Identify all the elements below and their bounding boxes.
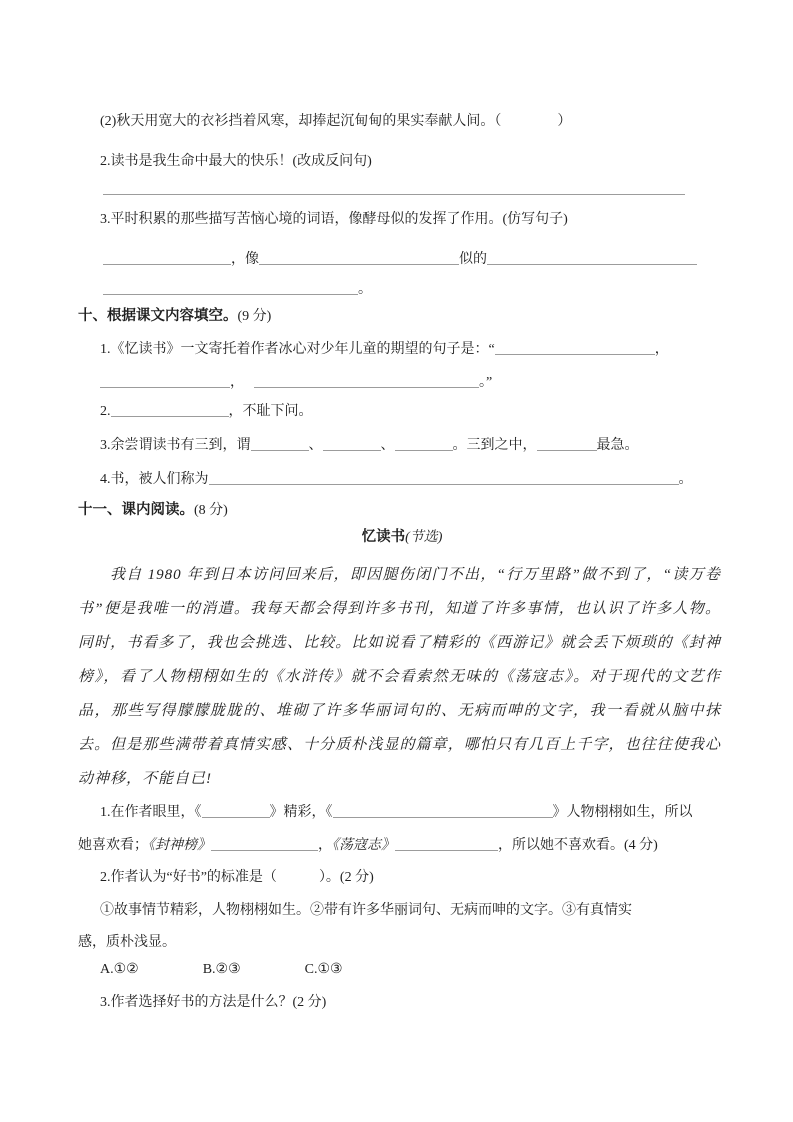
text-run: ，像 <box>231 252 259 267</box>
heading-text: 忆读书 <box>361 529 406 545</box>
s11-q1-line2 <box>78 836 726 856</box>
answer-blank <box>211 847 318 851</box>
text-run: ①故事情节精彩，人物栩栩如生。②带有许多华丽词句、无病而呻的文字。③有真情实 <box>100 903 632 918</box>
paren-gap <box>241 972 305 973</box>
q3-imitate-sentence <box>78 210 748 230</box>
answer-blank <box>395 447 453 451</box>
text-run: 2. <box>100 404 111 419</box>
text-run: 2.读书是我生命中最大的快乐！(改成反问句) <box>100 154 372 169</box>
text-run: 她喜欢看； <box>78 838 148 853</box>
s10-q2 <box>78 402 748 422</box>
text-run: 。三到之中， <box>452 438 537 453</box>
text-run: C.①③ <box>304 962 343 977</box>
heading-text: 十、根据课文内容填空。 <box>78 308 238 324</box>
answer-blank <box>100 384 230 388</box>
text-run: B.②③ <box>202 962 241 977</box>
answer-blank <box>537 447 597 451</box>
s11-q1-line1 <box>78 803 748 823</box>
text-run: 1.在作者眼里，《 <box>100 805 202 820</box>
s10-q3 <box>78 436 748 456</box>
answer-blank <box>395 847 498 851</box>
s10-q4 <box>78 470 748 490</box>
text-run: 。 <box>678 472 693 487</box>
text-run: ）。(2 分) <box>318 870 374 885</box>
kai-text: (节选) <box>405 530 443 545</box>
answer-blank <box>209 481 679 485</box>
answer-blank <box>103 191 685 195</box>
text-run: 最急。 <box>596 438 639 453</box>
s11-q2-options <box>78 960 748 980</box>
answer-blank <box>259 261 459 265</box>
paren-gap <box>501 124 557 125</box>
answer-blank <box>202 814 270 818</box>
text-run: (8 分) <box>194 503 228 518</box>
heading-text: 十一、课内阅读。 <box>78 502 194 518</box>
s10-q1-line1 <box>78 340 748 360</box>
text-run: ，所以她不喜欢看。(4 分) <box>498 838 658 853</box>
text-run: 、 <box>308 438 323 453</box>
text-run: ） <box>557 114 572 129</box>
s11-q3 <box>78 993 748 1013</box>
text-run: 》精彩，《 <box>269 805 333 820</box>
text-run: 》人物栩栩如生，所以 <box>552 805 693 820</box>
text-run: 3.作者选择好书的方法是什么？(2 分) <box>100 995 327 1010</box>
text-run: 3.余尝谓读书有三到，谓 <box>100 438 251 453</box>
text-run: (2)秋天用宽大的衣衫挡着风寒，却捧起沉甸甸的果实奉献人间。（ <box>100 114 502 129</box>
s10-q1-line2 <box>78 373 748 393</box>
text-run: A.①② <box>100 962 139 977</box>
text-run: 2.作者认为“好书”的标准是（ <box>100 870 277 885</box>
paren-gap <box>244 385 254 386</box>
paren-gap <box>277 880 319 881</box>
answer-blank <box>111 413 229 417</box>
q2-rewrite-sentence <box>78 152 748 172</box>
section-10-heading <box>78 306 726 326</box>
answer-blank <box>323 447 381 451</box>
answer-blank <box>103 291 358 295</box>
q2-answer-rule <box>78 180 751 200</box>
kai-text: 《荡寇志》 <box>332 838 395 853</box>
text-run: ，不耻下问。 <box>228 404 313 419</box>
text-run: 。 <box>358 282 372 297</box>
text-run: ， <box>654 342 669 357</box>
s11-q2-choices-line1 <box>78 901 748 921</box>
text-run: 4.书，被人们称为 <box>100 472 209 487</box>
text-run: 、 <box>380 438 395 453</box>
text-run: 。” <box>479 375 493 390</box>
text-run: 似的 <box>459 252 487 267</box>
answer-blank <box>103 261 231 265</box>
section-11-heading <box>78 500 726 520</box>
text-run: (9 分) <box>237 309 272 324</box>
s11-q2 <box>78 868 748 888</box>
answer-blank <box>254 384 479 388</box>
answer-blank <box>333 814 553 818</box>
kai-text: 《封神榜》 <box>148 838 211 853</box>
answer-blank <box>251 447 309 451</box>
judge-item-2 <box>78 112 748 132</box>
text-run: ， <box>230 375 244 390</box>
q3-answer-blanks-1 <box>78 250 751 270</box>
answer-blank <box>495 351 655 355</box>
passage-paragraph: 我自 1980 年到日本访问回来后，即因腿伤闭门不出，“行万里路”做不到了，“读万卷书”便是我唯一的消遣。我每天都会得到许多书刊，知道了许多事情，也认识了许多人物。同时，书看多了，我也会挑选、比较。比如说看了精彩的《西游记》就会丢下烦琐的《封神榜》，看了人物栩栩如生的《水浒传》就不会看索然无味的《荡寇志》。对于现代的文艺作品，那些写得朦朦胧胧的、堆砌了许多华丽词句的、无病而呻的文字，我一看就从脑中抹去。但是那些满带着真情实感、十分质朴浅显的篇章，哪怕只有几百上千字，也往往使我心动神移，不能自已! <box>78 567 721 787</box>
passage-title <box>78 527 726 547</box>
text-run: 感，质朴浅显。 <box>78 935 176 950</box>
text-run: 3.平时积累的那些描写苦恼心境的词语，像酵母似的发挥了作用。(仿写句子) <box>100 212 568 227</box>
paren-gap <box>139 972 203 973</box>
text-run: ， <box>318 838 332 853</box>
s11-q2-choices-line2 <box>78 933 726 953</box>
answer-blank <box>487 261 697 265</box>
text-run: 1.《忆读书》一文寄托着作者冰心对少年儿童的期望的句子是：“ <box>100 342 495 357</box>
q3-answer-blanks-2 <box>78 280 751 300</box>
